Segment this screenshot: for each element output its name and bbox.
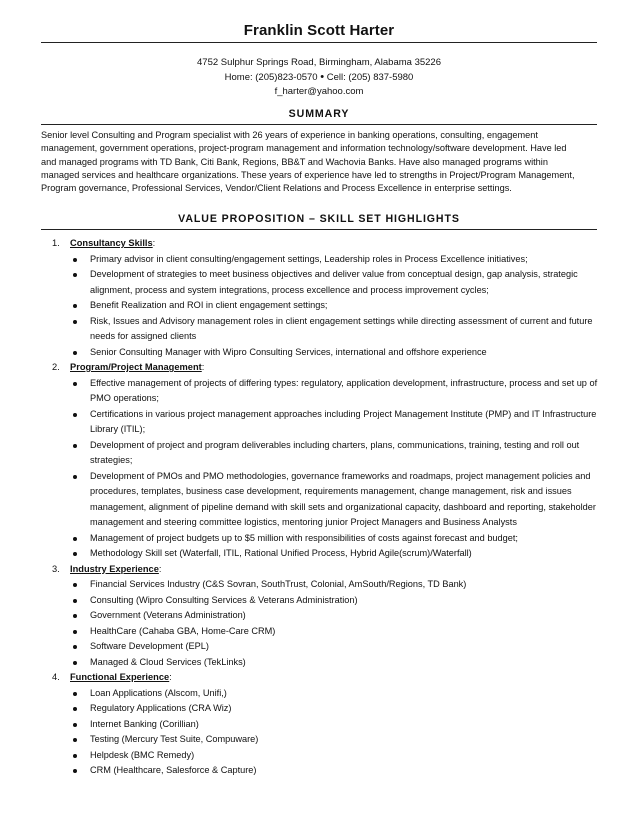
bullet-list <box>0 252 638 361</box>
section-label-wrap <box>70 360 204 376</box>
bullet-item <box>0 345 638 361</box>
phone-line <box>0 71 638 83</box>
section-label-wrap <box>70 670 172 686</box>
skill-section-heading <box>0 562 638 578</box>
bullet-dot-icon <box>73 273 77 277</box>
bullet-dot-icon <box>73 258 77 262</box>
cell-phone: Cell: (205) 837-5980 <box>326 72 414 83</box>
bullet-item <box>0 469 638 531</box>
bullet-text: Risk, Issues and Advisory management roles in client engagement settings while directing assessment of current and future needs for assigned clients <box>90 315 593 341</box>
email-address[interactable]: f_harter@yahoo.com <box>274 86 364 97</box>
address-line: 4752 Sulphur Springs Road, Birmingham, Alabama 35226 <box>197 57 441 68</box>
bullet-dot-icon <box>73 614 77 618</box>
bullet-dot-icon <box>73 738 77 742</box>
bullet-dot-icon <box>73 630 77 634</box>
bullet-item <box>0 298 638 314</box>
bullet-item <box>0 624 638 640</box>
bullet-text: Development of PMOs and PMO methodologies, governance frameworks and roadmaps, project management policies and procedures, templates, business case development, requirements management, change management, risk and issues management, alignment of pipeline demand with skill sets and organizational capacity, dashboard and reporting, stakeholder management and steering committee logistics, mentoring junior Project Managers and Business Analysts <box>90 470 596 527</box>
bullet-dot-icon <box>73 382 77 386</box>
bullet-item <box>0 608 638 624</box>
bullet-text: Management of project budgets up to $5 million with responsibilities of costs against forecast and budget; <box>90 532 518 543</box>
summary-line: Senior level Consulting and Program specialist with 26 years of experience in banking operations, consulting, engagement <box>41 130 538 140</box>
bullet-item <box>0 701 638 717</box>
summary-divider <box>41 124 597 125</box>
bullet-dot-icon <box>73 413 77 417</box>
bullet-dot-icon <box>73 583 77 587</box>
bullet-text: Financial Services Industry (C&S Sovran, SouthTrust, Colonial, AmSouth/Regions, TD Bank) <box>90 579 467 589</box>
bullet-dot-icon <box>73 645 77 649</box>
bullet-dot-icon <box>73 475 77 479</box>
value-proposition-heading: VALUE PROPOSITION – SKILL SET HIGHLIGHTS <box>178 213 460 225</box>
bullet-text: Development of project and program deliverables including charters, plans, communications, training, testing and roll out strategies; <box>90 439 580 465</box>
section-number: 2. <box>52 362 60 372</box>
bullet-list <box>0 577 638 670</box>
bullet-dot-icon <box>73 304 77 308</box>
section-label: Functional Experience <box>70 672 170 682</box>
skill-sections-list <box>0 236 638 779</box>
bullet-dot-icon <box>73 320 77 324</box>
section-label-colon: : <box>169 672 172 682</box>
bullet-text: Regulatory Applications (CRA Wiz) <box>90 703 232 713</box>
section-label-wrap <box>70 562 161 578</box>
header-divider <box>41 42 597 43</box>
bullet-dot-icon <box>73 692 77 696</box>
bullet-dot-icon <box>73 707 77 711</box>
bullet-text: Government (Veterans Administration) <box>90 610 246 620</box>
section-number: 1. <box>52 238 60 248</box>
section-label: Consultancy Skills <box>70 238 153 248</box>
bullet-text: Helpdesk (BMC Remedy) <box>90 749 195 760</box>
bullet-text: Managed & Cloud Services (TekLinks) <box>90 656 246 667</box>
bullet-dot-icon <box>73 552 77 556</box>
bullet-dot-icon <box>73 723 77 727</box>
section-number: 3. <box>52 563 60 574</box>
bullet-dot-icon <box>73 769 77 773</box>
bullet-item <box>0 438 638 469</box>
bullet-item <box>0 593 638 609</box>
bullet-separator: • <box>320 71 325 83</box>
bullet-text: Certifications in various project management approaches including Project Management Institute (PMP) and IT Infrastructure Library (ITIL); <box>90 408 597 434</box>
bullet-text: Testing (Mercury Test Suite, Compuware) <box>90 734 259 744</box>
bullet-list <box>0 376 638 562</box>
bullet-item <box>0 763 638 779</box>
bullet-text: Methodology Skill set (Waterfall, ITIL, Rational Unified Process, Hybrid Agile(scrum)/Waterfall) <box>90 548 472 558</box>
section-number: 4. <box>52 672 60 682</box>
bullet-text: Loan Applications (Alscom, Unifi,) <box>90 687 227 698</box>
bullet-item <box>0 748 638 764</box>
skill-section <box>0 562 638 671</box>
bullet-text: Development of strategies to meet business objectives and deliver value from conceptual design, gap analysis, strategic alignment, process and system integrations, process excellence and process improvement cycles; <box>90 269 578 295</box>
bullet-dot-icon <box>73 537 77 541</box>
bullet-text: Primary advisor in client consulting/engagement settings, Leadership roles in Process Excellence initiatives; <box>90 253 528 264</box>
bullet-item <box>0 314 638 345</box>
bullet-text: Senior Consulting Manager with Wipro Consulting Services, international and offshore experience <box>90 346 487 357</box>
summary-paragraph <box>41 129 597 195</box>
bullet-item <box>0 252 638 268</box>
bullet-item <box>0 376 638 407</box>
section-label-colon: : <box>158 563 162 574</box>
section-label: Program/Project Management <box>70 362 202 372</box>
bullet-item <box>0 546 638 562</box>
summary-line: managed services and healthcare organizations. These years of experience have led to strengths in Project/Program Management, <box>41 169 575 180</box>
bullet-item <box>0 267 638 298</box>
bullet-item <box>0 732 638 748</box>
bullet-item <box>0 407 638 438</box>
skill-section <box>0 236 638 360</box>
bullet-text: Effective management of projects of differing types: regulatory, application development, infrastructure, process and set up of PMO operations; <box>90 377 598 403</box>
bullet-dot-icon <box>73 351 77 355</box>
bullet-text: Consulting (Wipro Consulting Services & Veterans Administration) <box>90 594 358 605</box>
bullet-dot-icon <box>73 444 77 448</box>
summary-line: Program governance, Professional Services, Vendor/Client Relations and Process Excellence in enterprise settings. <box>41 183 512 194</box>
bullet-item <box>0 655 638 671</box>
bullet-item <box>0 686 638 702</box>
section-label-colon: : <box>152 238 156 248</box>
bullet-item <box>0 577 638 593</box>
bullet-text: Internet Banking (Corillian) <box>90 718 199 729</box>
summary-heading: SUMMARY <box>288 108 350 120</box>
bullet-item <box>0 531 638 547</box>
section-label: Industry Experience <box>70 563 159 574</box>
bullet-item <box>0 717 638 733</box>
bullet-text: Software Development (EPL) <box>90 641 209 651</box>
bullet-text: CRM (Healthcare, Salesforce & Capture) <box>90 765 257 775</box>
value-proposition-divider <box>41 229 597 230</box>
skill-section <box>0 360 638 562</box>
candidate-name: Franklin Scott Harter <box>243 22 395 39</box>
bullet-dot-icon <box>73 661 77 665</box>
section-label-colon: : <box>201 362 205 372</box>
bullet-dot-icon <box>73 599 77 603</box>
bullet-list <box>0 686 638 779</box>
summary-line: management, government operations, project-program management and information technology/software development. Have led <box>41 143 567 154</box>
bullet-text: HealthCare (Cahaba GBA, Home-Care CRM) <box>90 625 276 636</box>
skill-section-heading <box>0 670 638 686</box>
bullet-dot-icon <box>73 754 77 758</box>
skill-section-heading <box>0 236 638 252</box>
skill-section-heading <box>0 360 638 376</box>
section-label-wrap <box>70 236 155 252</box>
home-phone: Home: (205)823-0570 <box>224 72 318 83</box>
bullet-item <box>0 639 638 655</box>
bullet-text: Benefit Realization and ROI in client engagement settings; <box>90 300 328 310</box>
summary-line: and managed programs with TD Bank, Citi Bank, Regions, BB&T and Wachovia Banks. Have also managed programs within <box>41 156 548 167</box>
skill-section <box>0 670 638 779</box>
